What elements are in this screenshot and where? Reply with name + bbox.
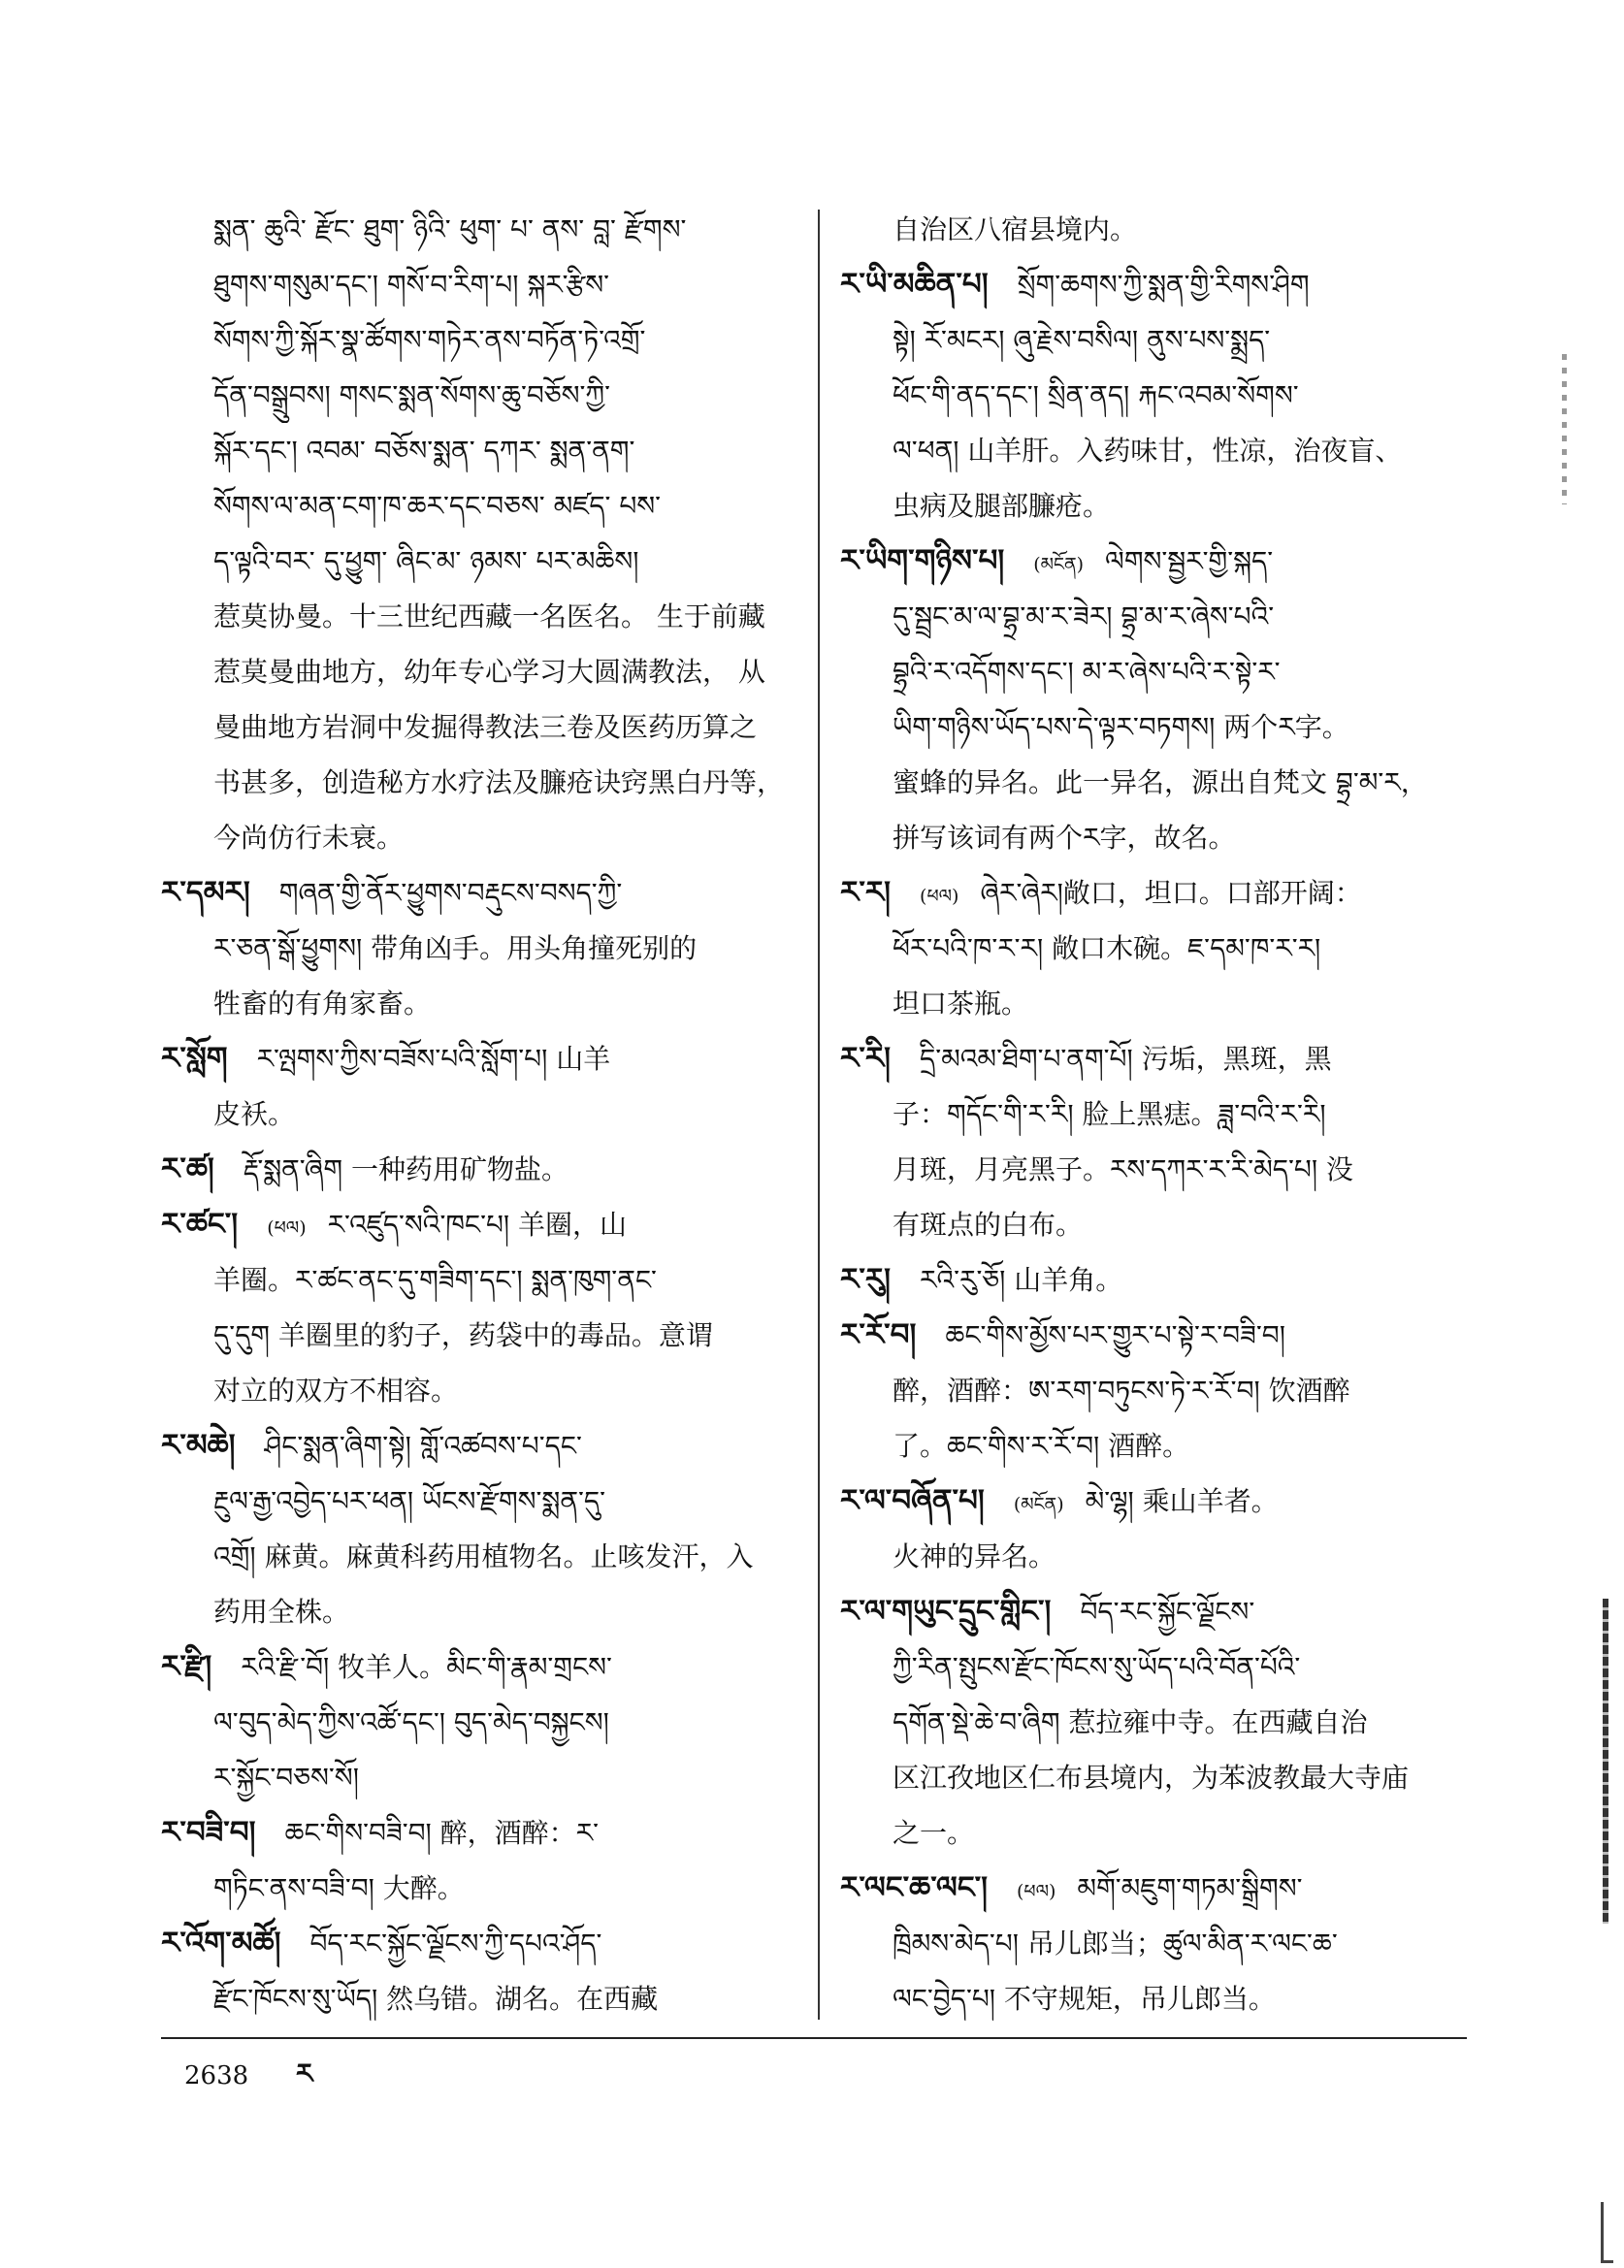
headword: ར་ལ་གཡུང་དྲུང་གླིང་། bbox=[840, 1594, 1052, 1629]
definition-line: 区江孜地区仁布县境内，为苯波教最大寺庙 bbox=[893, 1762, 1410, 1794]
dictionary-entry-continued bbox=[840, 202, 1471, 257]
definition-line: 拼写该词有两个ར字，故名。 bbox=[893, 822, 1236, 854]
definition-line: 子：གདོང་གི་ར་རི། 脸上黑痣。ཟླ་བའི་ར་རི། bbox=[893, 1098, 1326, 1130]
definition-line: 虫病及腿部臁疮。 bbox=[893, 490, 1111, 522]
definition-line: 药用全株。 bbox=[213, 1596, 350, 1628]
dictionary-entry bbox=[161, 1418, 792, 1639]
definition-text: ཞེར་ཞེར།敞口，坦口。口部开阔： bbox=[980, 877, 1362, 909]
headword: ར་སློག bbox=[161, 1041, 228, 1076]
definition-line: ཁྲིམས་མེད་པ། 吊儿郎当；ཚུལ་མིན་ར་ལང་ཆ་ bbox=[893, 1928, 1338, 1960]
dictionary-entry bbox=[840, 865, 1471, 1031]
entry-first-line bbox=[840, 1031, 1471, 1086]
usage-tag: (ཕལ) bbox=[920, 886, 959, 907]
definition-line: སྨན་ ཆུའི་ རྫོང་ ཐུག་ ཉིའི་ ཕུག་ པ་ ནས་ བླ་ རྫོགས་ bbox=[213, 213, 687, 245]
dictionary-entry bbox=[840, 1861, 1471, 2026]
definition-line: 月斑，月亮黑子。རས་དཀར་ར་རི་མེད་པ། 没 bbox=[893, 1153, 1353, 1185]
dictionary-entry bbox=[161, 1639, 792, 1805]
dictionary-entry bbox=[161, 1916, 792, 2026]
footer-rule bbox=[161, 2037, 1467, 2039]
definition-line: 之一。 bbox=[893, 1817, 975, 1849]
headword: ར་མཆེ། bbox=[161, 1428, 236, 1463]
headword: ར་བཟི་བ། bbox=[161, 1815, 256, 1850]
entry-first-line bbox=[161, 1142, 792, 1197]
definition-text: རྡོ་སྨན་ཞིག 一种药用矿物盐。 bbox=[243, 1153, 569, 1185]
page-number: 2638 bbox=[184, 2061, 249, 2090]
usage-tag: (མངོན) bbox=[1033, 554, 1085, 575]
dictionary-entry bbox=[840, 257, 1471, 534]
dictionary-entry bbox=[161, 1142, 792, 1197]
definition-line: 羊圈。ར་ཚང་ནང་དུ་གཟིག་དང་། སྨན་ཁུག་ནང་ bbox=[213, 1264, 657, 1296]
definition-line: སོགས་ཀྱི་སྐོར་སྣ་ཚོགས་གཏེར་ནས་བཏོན་ཏེ་འགྲོ་ bbox=[213, 324, 646, 356]
dictionary-entry bbox=[840, 1474, 1471, 1584]
definition-text: ཆང་གིས་མྱོས་པར་གྱུར་པ་སྟེ་ར་བཟི་བ། bbox=[945, 1319, 1285, 1351]
definition-line: 曼曲地方岩洞中发掘得教法三卷及医药历算之 bbox=[213, 711, 758, 743]
headword: ར་འོག་མཚོ། bbox=[161, 1926, 281, 1960]
definition-line: ཐུགས་གསུམ་དང་། གསོ་བ་རིག་པ། སྐར་རྩིས་ bbox=[213, 269, 609, 301]
definition-text: མེ་ལྷ། 乘山羊者。 bbox=[1085, 1485, 1279, 1517]
definition-line: ཡིག་གཉིས་ཡོད་པས་དེ་ལྟར་བཏགས། 两个ར字。 bbox=[893, 711, 1349, 743]
definition-line: 坦口茶瓶。 bbox=[893, 988, 1029, 1020]
definition-line: ད་ལྟའི་བར་ དུ་ཕྱུག་ ཞིང་མ་ ཉམས་ པར་མཆིས། bbox=[213, 545, 639, 577]
entry-first-line bbox=[840, 865, 1471, 921]
definition-line: ཕོར་པའི་ཁ་ར་ར། 敞口木碗。ཇ་དམ་ཁ་ར་ར། bbox=[893, 932, 1321, 964]
dictionary-entry bbox=[161, 1031, 792, 1142]
definition-text: ལེགས་སྦྱར་གྱི་སྐད་ bbox=[1105, 545, 1274, 577]
definition-line: ཕོང་གི་ནད་དང་། སྲིན་ནད། རྐང་འབམ་སོགས་ bbox=[893, 379, 1299, 411]
dictionary-entry bbox=[840, 1308, 1471, 1474]
definition-text: དྲི་མའམ་ཐིག་པ་ནག་པོ། 污垢，黑斑，黑 bbox=[920, 1043, 1332, 1075]
definition-line: 蜜蜂的异名。此一异名，源出自梵文 བྷྲ་མ་ར， bbox=[893, 766, 1428, 798]
definition-line: ར་ཅན་སྒོ་ཕྱུགས། 带角凶手。用头角撞死别的 bbox=[213, 932, 698, 964]
dictionary-entry bbox=[161, 1197, 792, 1418]
definition-text: ར་འཛུད་སའི་ཁང་པ། 羊圈，山 bbox=[327, 1209, 628, 1241]
entry-first-line bbox=[840, 257, 1471, 312]
headword: ར་རོ་བ། bbox=[840, 1317, 917, 1352]
usage-tag: (ཕལ) bbox=[1017, 1881, 1056, 1902]
definition-text: རའི་རྫི་བོ། 牧羊人。མིང་གི་རྣམ་གྲངས་ bbox=[241, 1651, 612, 1683]
definition-text: ཤིང་སྨན་ཞིག་སྟེ། གློ་འཚབས་པ་དང་ bbox=[264, 1430, 582, 1462]
definition-line: 了。ཆང་གིས་ར་རོ་བ། 酒醉。 bbox=[893, 1430, 1190, 1462]
definition-line: 有斑点的白布。 bbox=[893, 1209, 1084, 1241]
entry-first-line bbox=[161, 1418, 792, 1474]
scan-artifact bbox=[1601, 2202, 1613, 2263]
headword: ར་ར། bbox=[840, 875, 892, 910]
definition-line: 惹莫曼曲地方，幼年专心学习大圆满教法， 从 bbox=[213, 656, 765, 688]
entry-first-line bbox=[161, 865, 792, 921]
usage-tag: (མངོན) bbox=[1013, 1494, 1064, 1515]
definition-line: ལ་ཕན། 山羊肝。入药味甘，性凉，治夜盲、 bbox=[893, 435, 1403, 467]
entry-first-line bbox=[840, 1474, 1471, 1529]
dictionary-entry bbox=[840, 1584, 1471, 1861]
left-column bbox=[161, 202, 792, 2026]
entry-first-line bbox=[840, 1252, 1471, 1308]
definition-text: བོད་རང་སྐྱོང་ལྗོངས་ bbox=[1080, 1596, 1255, 1628]
definition-text: མགོ་མཇུག་གཏམ་སྒྲིགས་ bbox=[1077, 1872, 1303, 1904]
definition-text: ར་ལྤགས་ཀྱིས་བཟོས་པའི་སློག་པ། 山羊 bbox=[256, 1043, 611, 1075]
definition-text: སྲོག་ཆགས་ཀྱི་སྨན་གྱི་རིགས་ཤིག bbox=[1017, 269, 1310, 301]
usage-tag: (ཕལ) bbox=[267, 1217, 307, 1239]
definition-line: རྔུལ་རྒྱ་འབྱེད་པར་ཕན། ཡོངས་རྫོགས་སྨན་དུ་ bbox=[213, 1485, 605, 1517]
right-column bbox=[840, 202, 1471, 2026]
definition-line: དོན་བསྒྲུབས། གསང་སྨན་སོགས་ཆུ་བཅོས་ཀྱི་ bbox=[213, 379, 611, 411]
definition-line: 自治区八宿县境内。 bbox=[893, 213, 1138, 245]
definition-line: བྷྲའི་ར་འདོགས་དང་། མ་ར་ཞེས་པའི་ར་སྟེ་ར་ bbox=[893, 656, 1281, 688]
definition-line: 皮袄。 bbox=[213, 1098, 296, 1130]
headword: ར་རུ། bbox=[840, 1262, 892, 1297]
definition-line: 书甚多，创造秘方水疗法及臁疮诀窍黑白丹等， bbox=[213, 766, 785, 798]
headword: ར་ལ་བཞོན་པ། bbox=[840, 1483, 985, 1518]
definition-line: སོགས་ལ་མན་ངག་ཁ་ཆར་དང་བཅས་ མཛད་ པས་ bbox=[213, 490, 662, 522]
headword: ར་དམར། bbox=[161, 875, 250, 910]
headword: ར་ཚ། bbox=[161, 1151, 214, 1186]
entry-first-line bbox=[840, 1584, 1471, 1639]
definition-line: 火神的异名。 bbox=[893, 1540, 1056, 1572]
entry-first-line bbox=[161, 1197, 792, 1252]
definition-line: 醉，酒醉：ཨ་རག་བཏུངས་ཏེ་ར་རོ་བ། 饮酒醉 bbox=[893, 1375, 1350, 1407]
definition-text: རའི་རུ་ཅོ། 山羊角。 bbox=[920, 1264, 1123, 1296]
definition-line: འགྲོ། 麻黄。麻黄科药用植物名。止咳发汗，入 bbox=[213, 1540, 754, 1572]
headword: ར་ཡིག་གཉིས་པ། bbox=[840, 543, 1005, 578]
entry-first-line bbox=[161, 1031, 792, 1086]
definition-line: སྐོར་དང་། འབམ་ བཅོས་སྨན་ དཀར་ སྨན་ནག་ bbox=[213, 435, 635, 467]
definition-line: དུ་སྦྲང་མ་ལ་བྷྲ་མ་ར་ཟེར། བྷྲ་མ་ར་ཞེས་པའི་ bbox=[893, 600, 1275, 632]
definition-line: གཏིང་ནས་བཟི་བ། 大醉。 bbox=[213, 1872, 465, 1904]
definition-text: གཞན་གྱི་ནོར་ཕྱུགས་བརྡུངས་བསད་ཀྱི་ bbox=[278, 877, 623, 909]
definition-line: ལ་བུད་མེད་ཀྱིས་འཚོ་དང་། བུད་མེད་བསྐྱངས། bbox=[213, 1706, 609, 1738]
definition-line: ཀྱི་རིན་སྤུངས་རྫོང་ཁོངས་སུ་ཡོད་པའི་བོན་པོའི་ bbox=[893, 1651, 1301, 1683]
entry-first-line bbox=[840, 1861, 1471, 1916]
headword: ར་རི། bbox=[840, 1041, 892, 1076]
definition-line: 惹莫协曼。十三世纪西藏一名医名。 生于前藏 bbox=[213, 600, 765, 632]
dictionary-entry bbox=[840, 1252, 1471, 1308]
definition-line: དགོན་སྡེ་ཆེ་བ་ཞིག 惹拉雍中寺。在西藏自治 bbox=[893, 1706, 1368, 1738]
entry-first-line bbox=[840, 1308, 1471, 1363]
definition-line: ལང་བྱེད་པ། 不守规矩，吊儿郎当。 bbox=[893, 1983, 1276, 2015]
headword: ར་རྫི། bbox=[161, 1649, 212, 1684]
dictionary-entry bbox=[161, 1805, 792, 1916]
definition-text: བོད་རང་སྐྱོང་ལྗོངས་ཀྱི་དཔའ་ཤོད་ bbox=[309, 1928, 602, 1960]
entry-first-line bbox=[161, 1916, 792, 1971]
dictionary-entry bbox=[161, 865, 792, 1031]
definition-line: 今尚仿行未衰。 bbox=[213, 822, 405, 854]
headword: ར་ཡི་མཆིན་པ། bbox=[840, 267, 989, 302]
headword: ར་ལང་ཆ་ལང་། bbox=[840, 1870, 988, 1905]
entry-first-line bbox=[161, 1639, 792, 1695]
column-divider bbox=[818, 210, 820, 2020]
headword: ར་ཚང་། bbox=[161, 1207, 239, 1242]
definition-line: སྟེ། རོ་མངར། ཞུ་རྗེས་བསིལ། ནུས་པས་སྨྲད་ bbox=[893, 324, 1271, 356]
definition-line: ར་སྐྱོང་བཅས་སོ། bbox=[213, 1762, 359, 1794]
definition-line: དུ་དུག 羊圈里的豹子，药袋中的毒品。意谓 bbox=[213, 1319, 713, 1351]
dictionary-entry-continued bbox=[161, 202, 792, 865]
scan-artifact bbox=[1562, 354, 1567, 504]
entry-first-line bbox=[840, 534, 1471, 589]
dictionary-entry bbox=[840, 1031, 1471, 1252]
entry-first-line bbox=[161, 1805, 792, 1861]
dictionary-entry bbox=[840, 534, 1471, 865]
definition-line: 牲畜的有角家畜。 bbox=[213, 988, 432, 1020]
definition-line: 对立的双方不相容。 bbox=[213, 1375, 459, 1407]
definition-line: རྫོང་ཁོངས་སུ་ཡོད། 然乌错。湖名。在西藏 bbox=[213, 1983, 659, 2015]
definition-text: ཆང་གིས་བཟི་བ། 醉，酒醉：ར་ bbox=[284, 1817, 599, 1849]
scan-artifact bbox=[1603, 1599, 1608, 1924]
section-letter: ར bbox=[296, 2057, 313, 2090]
